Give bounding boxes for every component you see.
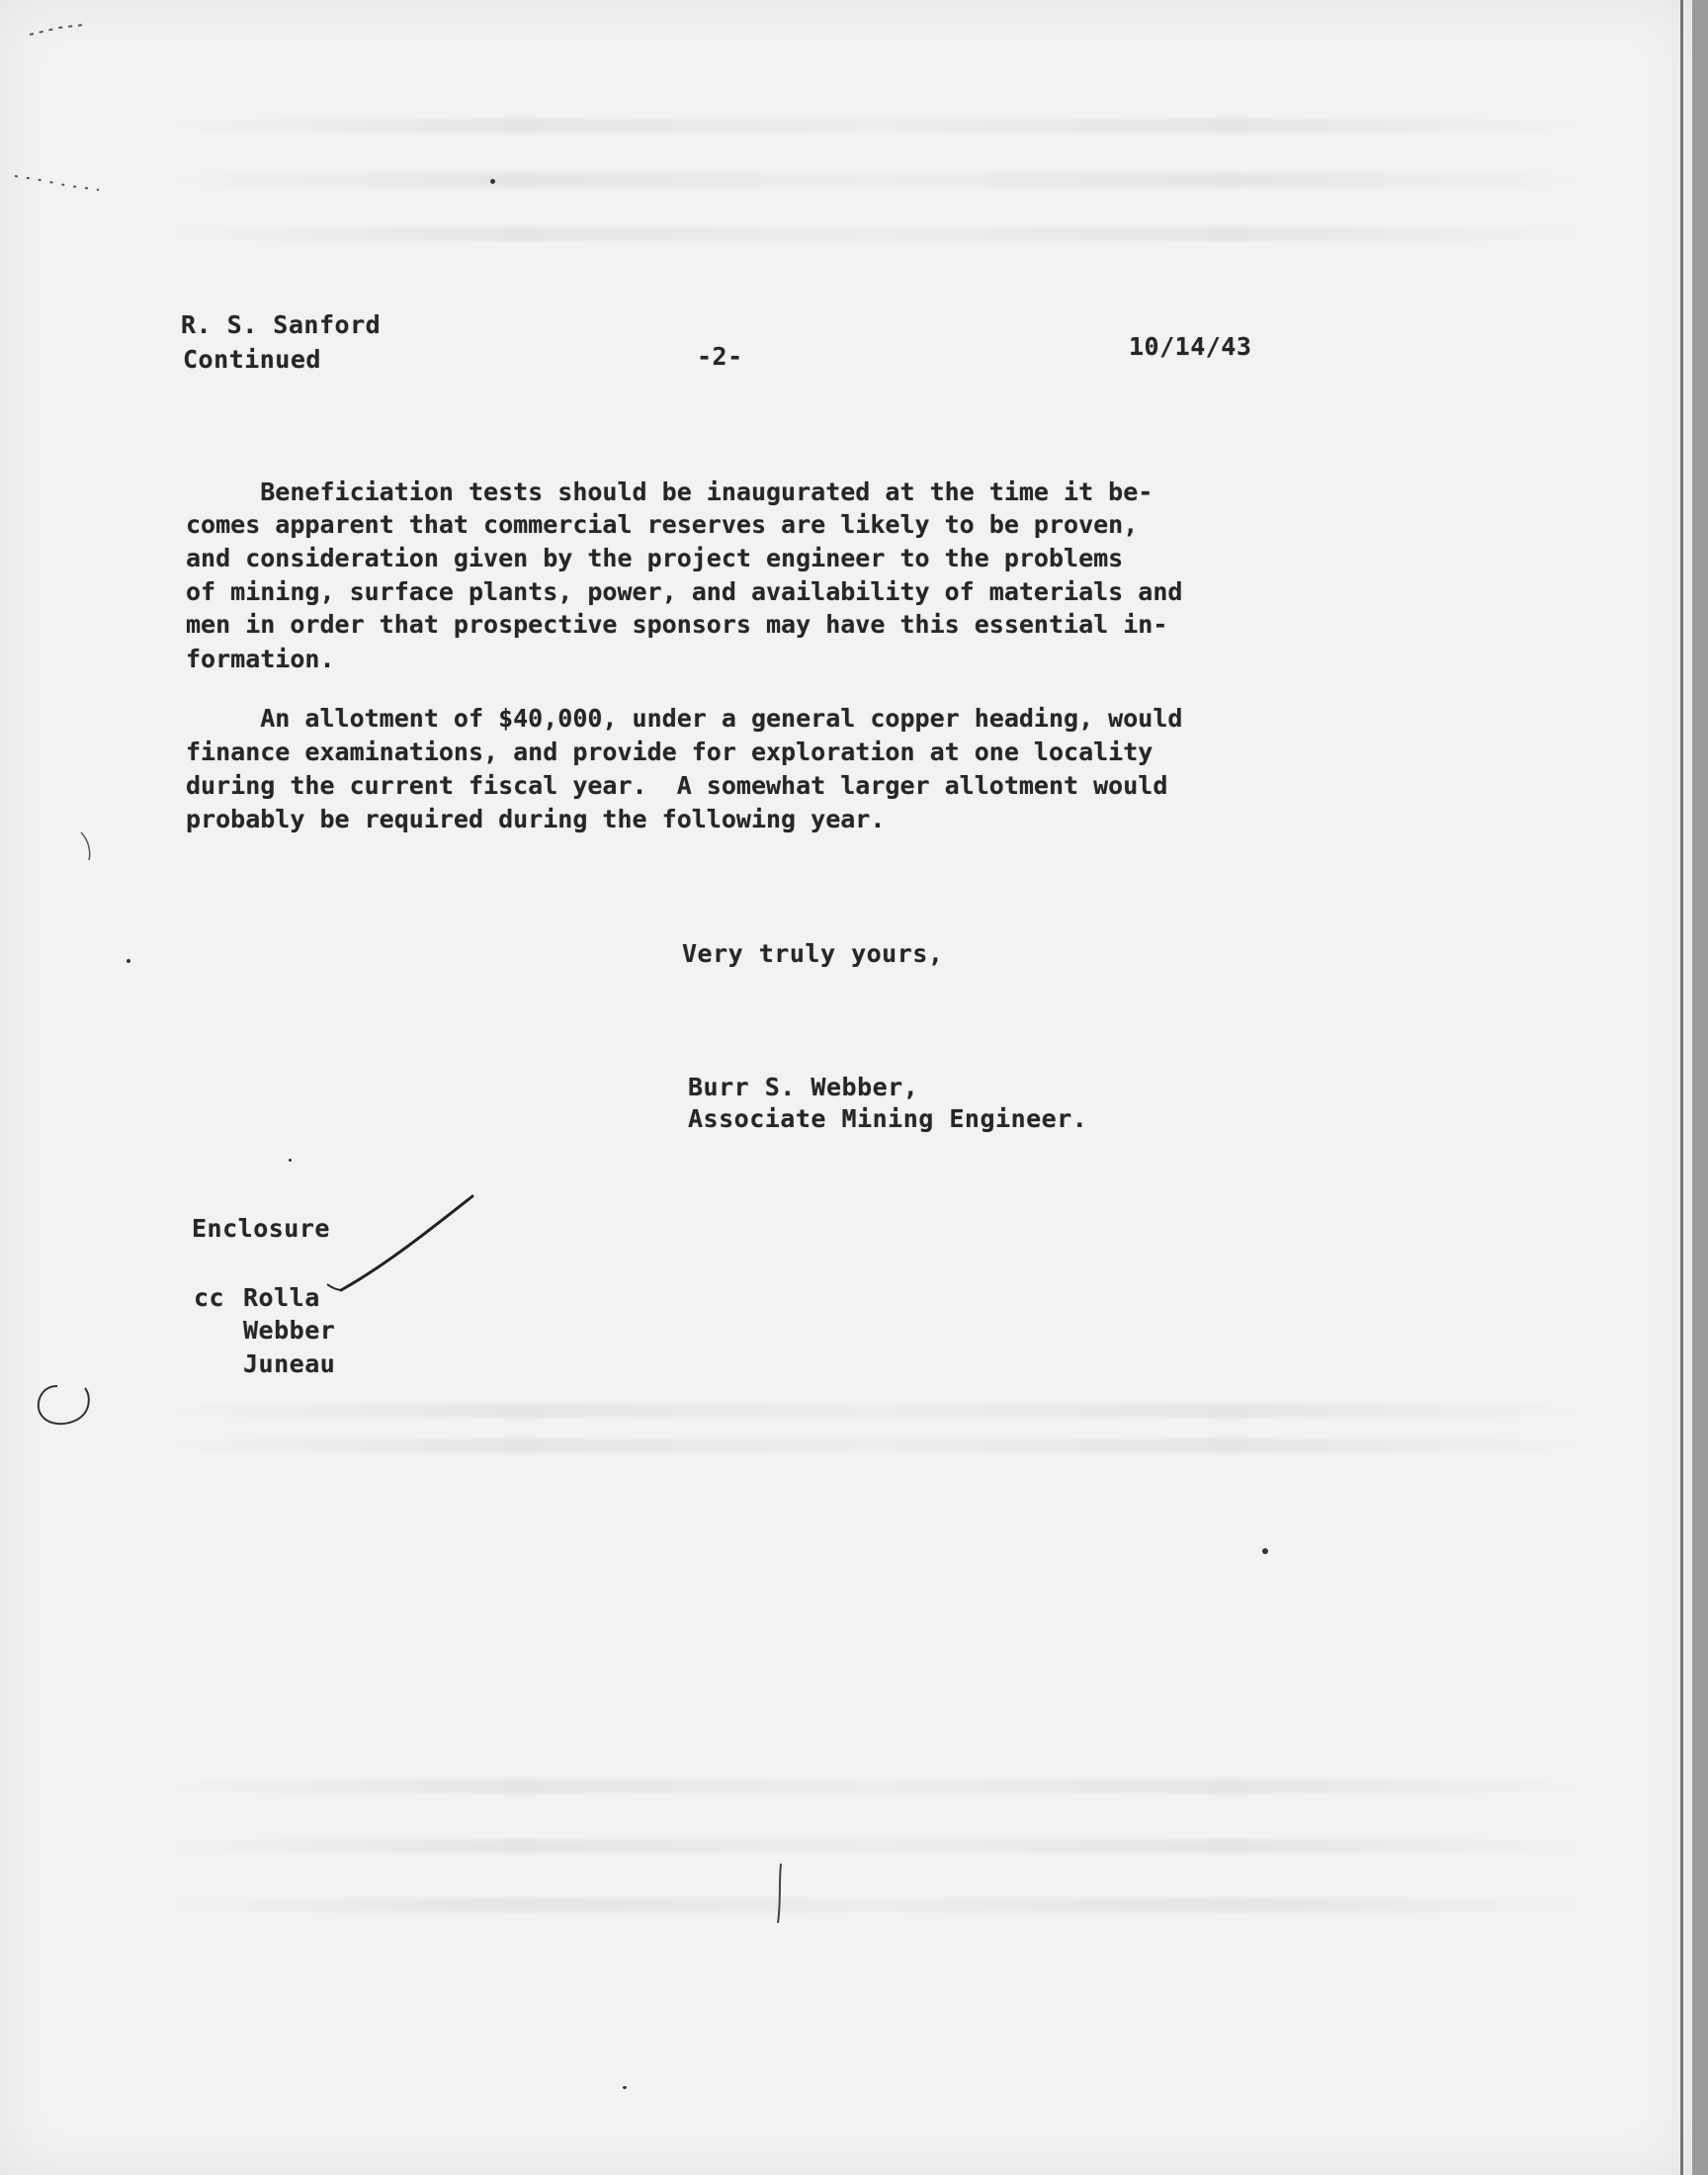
body-line: probably be required during the following year. [186,805,886,833]
pen-stroke [81,832,90,860]
enclosure-note: Enclosure [192,1214,330,1243]
signer-title: Associate Mining Engineer. [688,1104,1088,1133]
hole-punch-mark [39,1386,89,1424]
page-number: -2- [697,342,743,371]
addressee-continued: Continued [183,345,321,374]
signer-name: Burr S. Webber, [688,1073,919,1101]
letter-date: 10/14/43 [1129,332,1252,361]
body-line: An allotment of $40,000, under a general copper heading, would [186,704,1183,733]
body-line: and consideration given by the project engineer to the problems [186,544,1124,572]
ink-speck [1262,1548,1268,1554]
cc-recipient: Rolla [243,1283,320,1312]
ink-speck [490,179,495,184]
body-line: during the current fiscal year. A somewhat larger allotment would [186,771,1168,800]
closing-salutation: Very truly yours, [682,939,944,968]
body-line: Beneficiation tests should be inaugurated at the time it be- [186,478,1153,506]
body-line: finance examinations, and provide for exploration at one locality [186,738,1153,766]
pen-stroke [778,1864,781,1923]
cc-recipient: Juneau [243,1349,336,1378]
addressee-name: R. S. Sanford [181,310,382,339]
pen-stroke [327,1284,342,1290]
cc-recipient: Webber [243,1316,336,1345]
pen-stroke [30,25,84,35]
page-edge-line [1680,0,1683,2175]
ink-speck [623,2086,627,2089]
pen-stroke [15,176,99,190]
ink-speck [289,1159,292,1162]
body-line: formation. [186,645,335,673]
scan-edge [1692,0,1708,2175]
body-line: of mining, surface plants, power, and availability of materials and [186,577,1183,606]
cc-label: cc [194,1283,225,1312]
body-line: comes apparent that commercial reserves are likely to be proven, [186,510,1139,539]
pen-stroke [341,1196,472,1290]
body-line: men in order that prospective sponsors may have this essential in- [186,610,1168,639]
ink-speck [127,959,130,963]
